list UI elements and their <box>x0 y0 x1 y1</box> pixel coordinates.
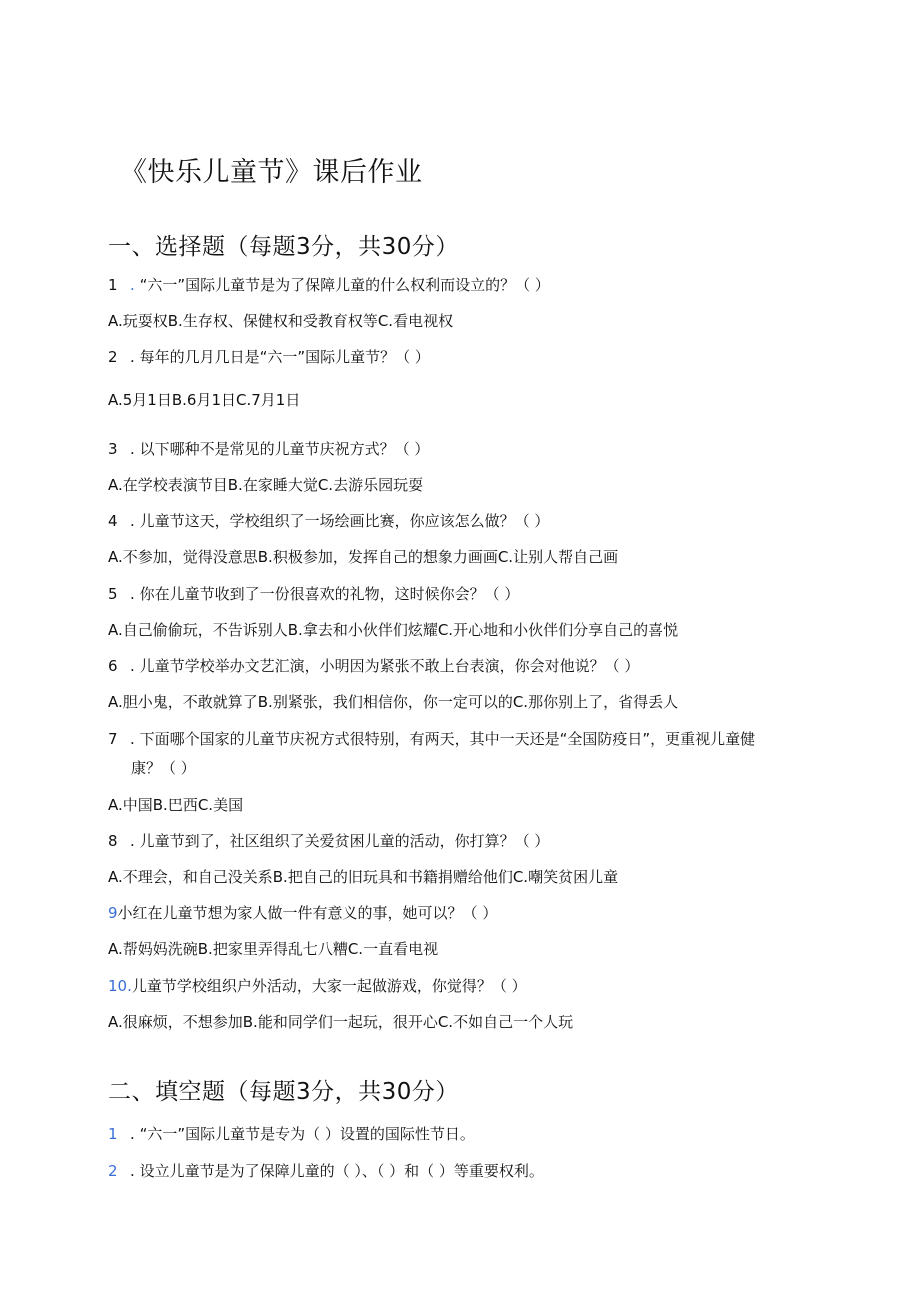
question-8 <box>108 830 549 852</box>
question-number: 2 <box>108 348 118 366</box>
question-separator: . <box>130 730 135 748</box>
question-7-continuation: 康？（ ） <box>131 759 196 777</box>
question-text: 下面哪个国家的儿童节庆祝方式很特别，有两天，其中一天还是“全国防疫日”，更重视儿童健 <box>139 730 756 748</box>
options-2: A.5月1日B.6月1日C.7月1日 <box>108 391 301 409</box>
question-number: 7 <box>108 730 118 748</box>
question-7 <box>108 728 755 750</box>
options-6: A.胆小鬼，不敢就算了B.别紧张，我们相信你，你一定可以的C.那你别上了，省得丢人 <box>108 693 679 711</box>
question-separator: . <box>130 276 135 294</box>
question-number: 4 <box>108 512 118 530</box>
question-text: 儿童节这天，学校组织了一场绘画比赛，你应该怎么做？（ ） <box>139 512 550 530</box>
options-5: A.自己偷偷玩，不告诉别人B.拿去和小伙伴们炫耀C.开心地和小伙伴们分享自己的喜悦 <box>108 621 679 639</box>
question-separator: . <box>130 585 135 603</box>
question-number: 9 <box>108 904 118 922</box>
question-number: 8 <box>108 832 118 850</box>
fill-question-2 <box>108 1160 544 1182</box>
question-separator: . <box>130 440 135 458</box>
question-10 <box>108 975 527 997</box>
question-5 <box>108 583 519 605</box>
options-10: A.很麻烦，不想参加B.能和同学们一起玩，很开心C.不如自己一个人玩 <box>108 1013 574 1031</box>
question-text: 儿童节学校组织户外活动，大家一起做游戏，你觉得？（ ） <box>131 977 527 995</box>
question-3 <box>108 438 429 460</box>
question-4 <box>108 510 549 532</box>
options-9: A.帮妈妈洗碗B.把家里弄得乱七八糟C.一直看电视 <box>108 940 439 958</box>
fill-question-1 <box>108 1123 475 1145</box>
options-3: A.在学校表演节目B.在家睡大觉C.去游乐园玩耍 <box>108 476 424 494</box>
section-heading-choice: 一、选择题（每题3分，共30分） <box>108 234 459 260</box>
question-number: 2 <box>108 1162 118 1180</box>
question-1 <box>108 274 550 296</box>
question-text: 小红在儿童节想为家人做一件有意义的事，她可以？（ ） <box>117 904 498 922</box>
question-text: “六一”国际儿童节是为了保障儿童的什么权利而设立的？（ ） <box>139 276 550 294</box>
section-heading-fill: 二、填空题（每题3分，共30分） <box>108 1079 459 1105</box>
question-separator: . <box>130 512 135 530</box>
question-number: 1 <box>108 276 118 294</box>
question-9 <box>108 902 497 924</box>
question-text: 每年的几月几日是“六一”国际儿童节？（ ） <box>139 348 430 366</box>
page-title: 《快乐儿童节》课后作业 <box>120 157 423 188</box>
question-number: 1 <box>108 1125 118 1143</box>
question-text: 以下哪种不是常见的儿童节庆祝方式？（ ） <box>139 440 430 458</box>
options-1: A.玩耍权B.生存权、保健权和受教育权等C.看电视权 <box>108 312 454 330</box>
question-text: 你在儿童节收到了一份很喜欢的礼物，这时候你会？（ ） <box>139 585 520 603</box>
question-text: 儿童节到了，社区组织了关爱贫困儿童的活动，你打算？（ ） <box>139 832 550 850</box>
question-text: 设立儿童节是为了保障儿童的（ ）、（ ）和（ ）等重要权利。 <box>139 1162 544 1180</box>
question-separator: . <box>130 832 135 850</box>
question-separator: . <box>130 1162 135 1180</box>
question-text: “六一”国际儿童节是专为（ ）设置的国际性节日。 <box>139 1125 475 1143</box>
question-separator: . <box>130 348 135 366</box>
question-number: 5 <box>108 585 118 603</box>
question-separator: . <box>130 1125 135 1143</box>
options-4: A.不参加，觉得没意思B.积极参加，发挥自己的想象力画画C.让别人帮自己画 <box>108 548 619 566</box>
options-8: A.不理会，和自己没关系B.把自己的旧玩具和书籍捐赠给他们C.嘲笑贫困儿童 <box>108 868 619 886</box>
question-text: 儿童节学校举办文艺汇演，小明因为紧张不敢上台表演，你会对他说？（ ） <box>139 657 640 675</box>
question-number: 3 <box>108 440 118 458</box>
question-2 <box>108 346 430 368</box>
question-number: 6 <box>108 657 118 675</box>
question-number: 10. <box>108 977 132 995</box>
options-7: A.中国B.巴西C.美国 <box>108 796 244 814</box>
question-separator: . <box>130 657 135 675</box>
question-6 <box>108 655 639 677</box>
